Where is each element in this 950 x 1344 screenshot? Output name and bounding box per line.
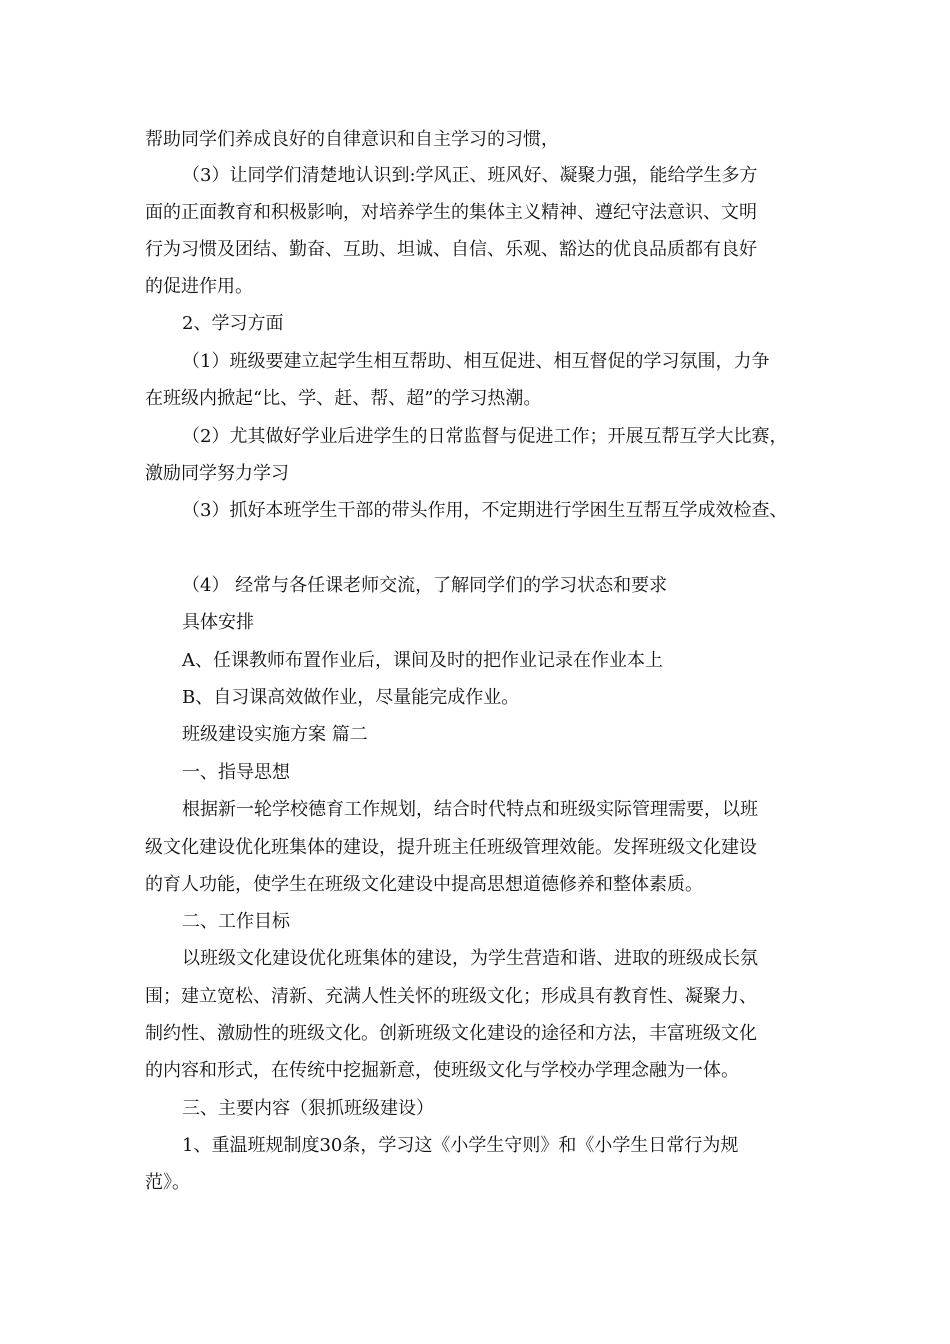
section-title: 班级建设实施方案 篇二 [182,724,368,745]
section-heading: 一、指导思想 [182,762,290,783]
text-line: 在班级内掀起“比、学、赶、帮、超”的学习热潮。 [145,388,542,409]
section-heading: 2、学习方面 [182,313,284,334]
text-line: 的促进作用。 [145,276,253,297]
text-line: A、任课教师布置作业后，课间及时的把作业记录在作业本上 [182,650,663,671]
text-line: 帮助同学们养成良好的自律意识和自主学习的习惯， [145,129,559,150]
text-line: 根据新一轮学校德育工作规划，结合时代特点和班级实际管理需要，以班 [182,799,758,820]
text-line: 激励同学努力学习 [145,463,289,484]
text-line: （3）让同学们清楚地认识到:学风正、班风好、凝聚力强，能给学生多方 [182,165,758,186]
text-line: （4） 经常与各任课老师交流，了解同学们的学习状态和要求 [182,575,668,596]
text-line: 1、重温班规制度30条，学习这《小学生守则》和《小学生日常行为规 [182,1135,739,1156]
section-heading: 三、主要内容（狠抓班级建设） [182,1098,434,1119]
text-line: 的育人功能，使学生在班级文化建设中提高思想道德修养和整体素质。 [145,874,703,895]
text-line: 面的正面教育和积极影响，对培养学生的集体主义精神、遵纪守法意识、文明 [145,202,757,223]
text-line: （1）班级要建立起学生相互帮助、相互促进、相互督促的学习氛围，力争 [182,351,770,372]
text-line: 行为习惯及团结、勤奋、互助、坦诚、自信、乐观、豁达的优良品质都有良好 [145,239,757,260]
text-line: 围；建立宽松、清新、充满人性关怀的班级文化；形成具有教育性、凝聚力、 [145,986,757,1007]
text-line: 范》。 [145,1172,190,1193]
text-line: （3）抓好本班学生干部的带头作用，不定期进行学困生互帮互学成效检查、 [182,500,788,521]
text-line: 具体安排 [182,612,254,633]
text-line: 制约性、激励性的班级文化。创新班级文化建设的途径和方法，丰富班级文化 [145,1023,757,1044]
text-line: 级文化建设优化班集体的建设，提升班主任班级管理效能。发挥班级文化建设 [145,837,757,858]
text-line: （2）尤其做好学业后进学生的日常监督与促进工作；开展互帮互学大比赛， [182,426,788,447]
text-line: 以班级文化建设优化班集体的建设，为学生营造和谐、进取的班级成长氛 [182,948,758,969]
text-line: B、自习课高效做作业，尽量能完成作业。 [182,687,520,708]
section-heading: 二、工作目标 [182,911,290,932]
text-line: 的内容和形式，在传统中挖掘新意，使班级文化与学校办学理念融为一体。 [145,1060,739,1081]
